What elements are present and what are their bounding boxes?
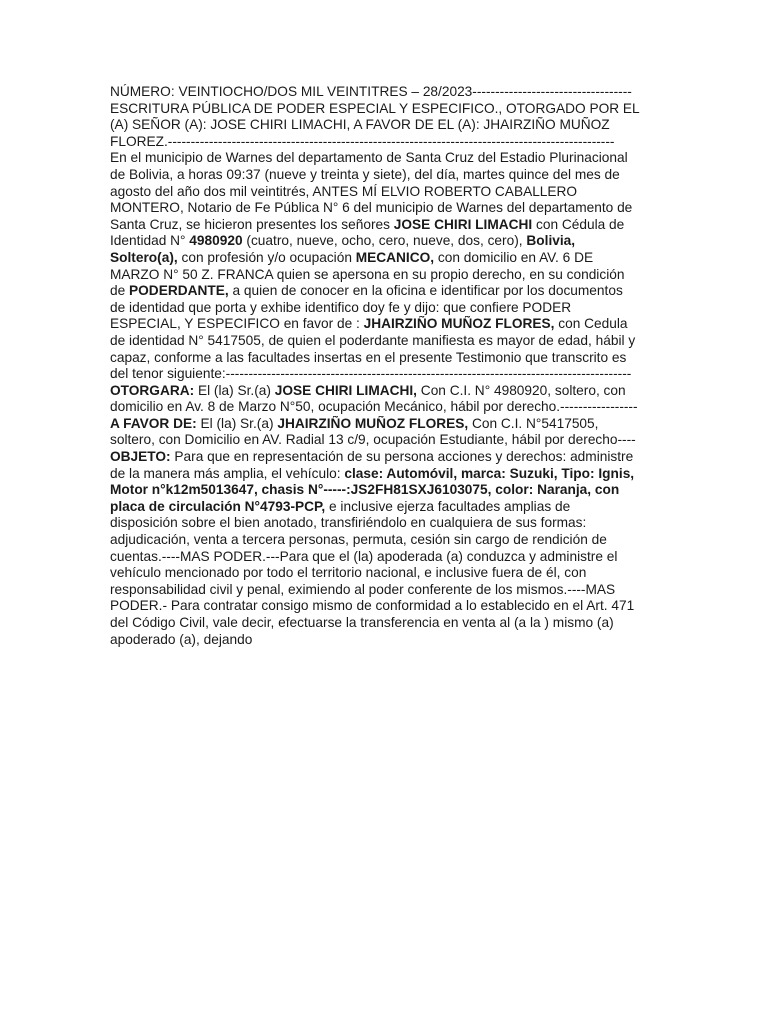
text-segment: de identidad N° 5417505, de quien el poderdante manifiesta es mayor de edad, hábil y <box>110 332 636 348</box>
text-segment: (A) SEÑOR (A): JOSE CHIRI LIMACHI, A FAVOR DE EL (A): JHAIRZIÑO MUÑOZ <box>110 117 610 133</box>
text-segment: domicilio en Av. 8 de Marzo N°50, ocupación Mecánico, hábil por derecho.----------------- <box>110 399 638 415</box>
document-line <box>110 549 670 566</box>
bold-text-segment: OTORGARA: <box>110 382 195 398</box>
bold-text-segment: 4980920 <box>189 233 243 249</box>
text-segment: Con C.I. N°5417505, <box>468 415 599 431</box>
text-segment: agosto del año dos mil veintitrés, ANTES MÍ ELVIO ROBERTO CABALLERO <box>110 183 578 199</box>
document-line <box>110 582 670 599</box>
document-line <box>110 449 670 466</box>
text-segment: e inclusive ejerza facultades amplias de <box>325 498 571 514</box>
text-segment: apoderado (a), dejando <box>110 631 253 647</box>
text-segment: Identidad N° <box>110 233 190 249</box>
document-line <box>110 383 670 400</box>
text-segment: En el municipio de Warnes del departamento de Santa Cruz del Estadio Plurinacional <box>110 150 628 166</box>
document-line <box>110 482 670 499</box>
text-segment: con Cedula <box>554 316 628 332</box>
bold-text-segment: JOSE CHIRI LIMACHI, <box>274 382 417 398</box>
document-line <box>110 565 670 582</box>
text-segment: FLOREZ.-------------------------------------------------------------------------------------------------- <box>110 133 615 149</box>
text-segment: El (la) Sr.(a) <box>196 415 278 431</box>
document-body <box>110 84 670 648</box>
document-line <box>110 134 670 151</box>
document-line <box>110 399 670 416</box>
text-segment: de <box>110 283 130 299</box>
document-line <box>110 632 670 649</box>
bold-text-segment: Bolivia, <box>526 233 576 249</box>
document-line <box>110 615 670 632</box>
text-segment: de la manera más amplia, el vehículo: <box>110 465 345 481</box>
text-segment: ESPECIAL, Y ESPECIFICO en favor de : <box>110 316 364 332</box>
text-segment: Para que en representación de su persona acciones y derechos: administre <box>170 449 634 465</box>
text-segment: a quien de conocer en la oficina e identificar por los documentos <box>228 283 623 299</box>
document-line <box>110 366 670 383</box>
document-line <box>110 84 670 101</box>
document-line <box>110 515 670 532</box>
bold-text-segment: JOSE CHIRI LIMACHI <box>393 216 533 232</box>
bold-text-segment: clase: Automóvil, marca: Suzuki, Tipo: Ignis, <box>344 465 635 481</box>
text-segment: soltero, con Domicilio en AV. Radial 13 c/9, ocupación Estudiante, hábil por derecho---- <box>110 432 636 448</box>
text-segment: El (la) Sr.(a) <box>194 382 275 398</box>
text-segment: Santa Cruz, se hicieron presentes los señores <box>110 216 394 232</box>
text-segment: cuentas.----MAS PODER.---Para que el (la) apoderada (a) conduzca y administre el <box>110 548 618 564</box>
document-line <box>110 333 670 350</box>
text-segment: MONTERO, Notario de Fe Pública N° 6 del municipio de Warnes del departamento de <box>110 200 633 216</box>
document-line <box>110 117 670 134</box>
bold-text-segment: JHAIRZIÑO MUÑOZ FLORES, <box>277 415 469 431</box>
text-segment: adjudicación, venta a tercera personas, permuta, cesión sin cargo de rendición de <box>110 532 607 548</box>
text-segment: NÚMERO: VEINTIOCHO/DOS MIL VEINTITRES – 28/2023----------------------------------- <box>110 84 632 99</box>
document-line <box>110 300 670 317</box>
bold-text-segment: Soltero(a), <box>110 249 178 265</box>
bold-text-segment: Motor n°k12m5013647, chasis N°-----:JS2FH81SXJ6103075, color: Naranja, con <box>110 482 620 498</box>
document-line <box>110 250 670 267</box>
text-segment: ESCRITURA PÚBLICA DE PODER ESPECIAL Y ESPECIFICO., OTORGADO POR EL <box>110 100 640 116</box>
bold-text-segment: PODERDANTE, <box>129 283 229 299</box>
bold-text-segment: MECANICO, <box>355 249 435 265</box>
document-line <box>110 598 670 615</box>
document-line <box>110 316 670 333</box>
document-line <box>110 416 670 433</box>
document-line <box>110 350 670 367</box>
text-segment: PODER.- Para contratar consigo mismo de conformidad a lo establecido en el Art. 471 <box>110 598 635 614</box>
text-segment: con Cédula de <box>532 216 625 232</box>
text-segment: responsabilidad civil y penal, eximiendo al poder conferente de los mismos.----MAS <box>110 581 616 597</box>
document-line <box>110 184 670 201</box>
document-line <box>110 150 670 167</box>
text-segment: del Código Civil, vale decir, efectuarse la transferencia en venta al (a la ) mismo (a) <box>110 615 614 630</box>
text-segment: Con C.I. N° 4980920, soltero, con <box>417 382 626 398</box>
bold-text-segment: OBJETO: <box>110 449 171 465</box>
text-segment: del tenor siguiente:----------------------------------------------------------------------------------------- <box>110 366 632 382</box>
text-segment: MARZO N° 50 Z. FRANCA quien se apersona en su propio derecho, en su condición <box>110 266 625 282</box>
document-line <box>110 200 670 217</box>
document-line <box>110 283 670 300</box>
text-segment: disposición sobre el bien anotado, transfiriéndolo en cualquiera de sus formas: <box>110 515 587 531</box>
text-segment: con domicilio en AV. 6 DE <box>434 249 594 265</box>
document-line <box>110 432 670 449</box>
text-segment: de Bolivia, a horas 09:37 (nueve y treinta y siete), del día, martes quince del mes de <box>110 166 620 182</box>
text-segment: con profesión y/o ocupación <box>177 249 356 265</box>
document-line <box>110 532 670 549</box>
document-line <box>110 466 670 483</box>
document-line <box>110 217 670 234</box>
document-line <box>110 101 670 118</box>
text-segment: de identidad que porta y exhibe identifico doy fe y dijo: que confiere PODER <box>110 299 572 315</box>
bold-text-segment: placa de circulación N°4793-PCP, <box>110 498 326 514</box>
bold-text-segment: JHAIRZIÑO MUÑOZ FLORES, <box>363 316 555 332</box>
text-segment: (cuatro, nueve, ocho, cero, nueve, dos, cero), <box>242 233 527 249</box>
text-segment: capaz, conforme a las facultades insertas en el presente Testimonio que transcrito es <box>110 349 627 365</box>
document-line <box>110 267 670 284</box>
document-line <box>110 233 670 250</box>
bold-text-segment: A FAVOR DE: <box>110 415 197 431</box>
text-segment: vehículo mencionado por todo el territorio nacional, e inclusive fuera de él, con <box>110 565 587 581</box>
document-line <box>110 499 670 516</box>
document-line <box>110 167 670 184</box>
